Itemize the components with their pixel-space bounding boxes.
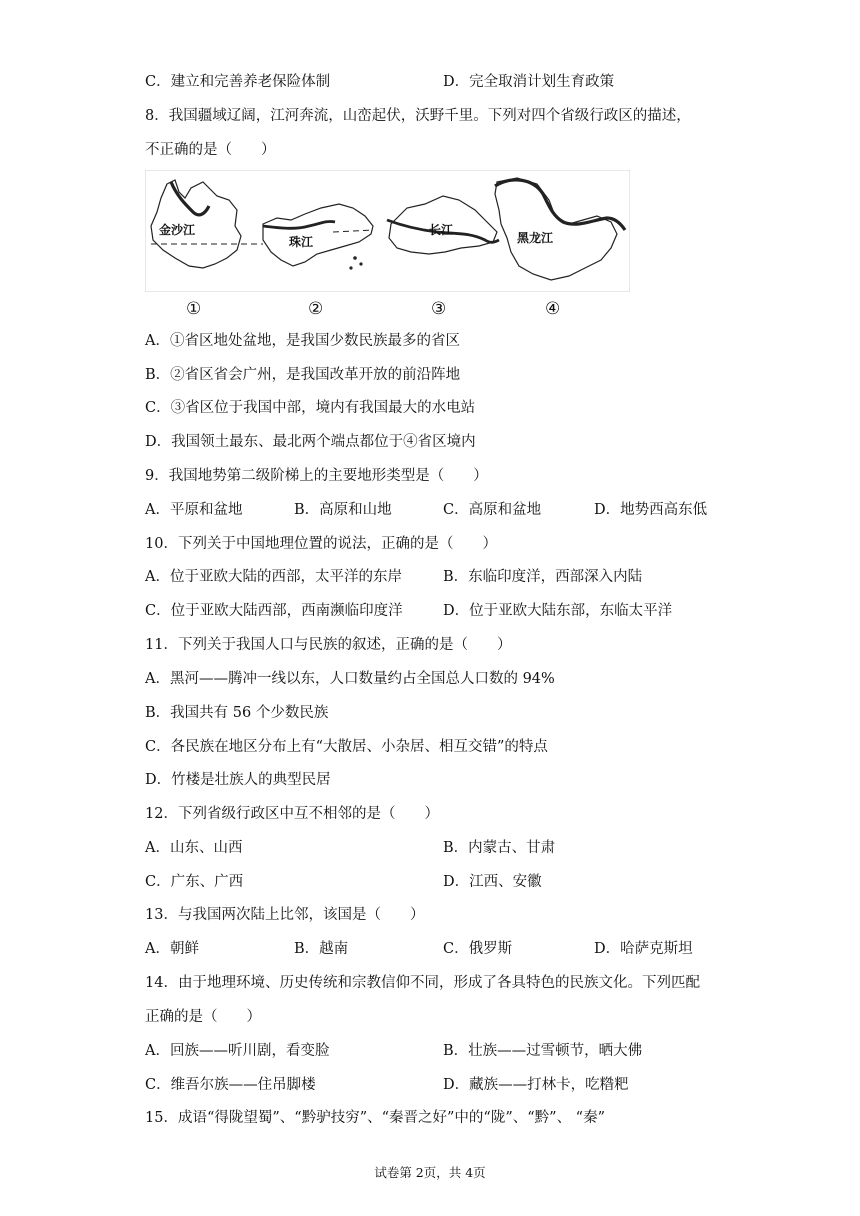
map-label-zhujiang: 珠江 (289, 235, 314, 249)
q13-option-c: C．俄罗斯 (443, 941, 513, 957)
q13-option-b: B．越南 (294, 941, 349, 957)
q8-option-b: B．②省区省会广州，是我国改革开放的前沿阵地 (145, 367, 461, 383)
q12-option-b: B．内蒙古、甘肃 (443, 840, 556, 856)
q8-stem-line1: 8．我国疆域辽阔，江河奔流，山峦起伏，沃野千里。下列对四个省级行政区的描述， (145, 108, 691, 124)
q11-option-a: A．黑河——腾冲一线以东，人口数量约占全国总人口数的 94% (145, 671, 555, 687)
q9-option-b: B．高原和山地 (294, 502, 392, 518)
q8-option-a: A．①省区地处盆地，是我国少数民族最多的省区 (145, 333, 460, 349)
q8-option-c: C．③省区位于我国中部，境内有我国最大的水电站 (145, 400, 476, 416)
q9-stem: 9．我国地势第二级阶梯上的主要地形类型是（ ） (145, 468, 488, 484)
q14-stem-line1: 14．由于地理环境、历史传统和宗教信仰不同，形成了各具特色的民族文化。下列匹配 (145, 975, 700, 991)
q8-stem-line2: 不正确的是（ ） (145, 142, 276, 158)
q10-stem: 10．下列关于中国地理位置的说法，正确的是（ ） (145, 536, 497, 552)
q10-option-c: C．位于亚欧大陆西部，西南濒临印度洋 (145, 603, 403, 619)
q12-option-d: D．江西、安徽 (443, 874, 542, 890)
map-label-jinshajiang: 金沙江 (159, 223, 196, 237)
map-label-heilongjiang: 黑龙江 (517, 231, 554, 245)
map-number-3: ③ (431, 299, 447, 319)
q13-stem: 13．与我国两次陆上比邻，该国是（ ） (145, 907, 425, 923)
q10-option-a: A．位于亚欧大陆的西部，太平洋的东岸 (145, 569, 402, 585)
province-maps-figure (145, 170, 630, 292)
q14-option-b: B．壮族——过雪顿节，晒大佛 (443, 1043, 643, 1059)
q14-option-d: D．藏族——打林卡，吃糌粑 (443, 1077, 629, 1093)
q8-option-d: D．我国领土最东、最北两个端点都位于④省区境内 (145, 434, 476, 450)
q13-option-d: D．哈萨克斯坦 (594, 941, 693, 957)
q9-option-c: C．高原和盆地 (443, 502, 542, 518)
q12-stem: 12．下列省级行政区中互不相邻的是（ ） (145, 806, 439, 822)
q9-option-a: A．平原和盆地 (145, 502, 243, 518)
q14-option-a: A．回族——听川剧，看变脸 (145, 1043, 330, 1059)
map-number-2: ② (308, 299, 324, 319)
map-number-4: ④ (545, 299, 561, 319)
q11-option-d: D．竹楼是壮族人的典型民居 (145, 772, 331, 788)
q10-option-d: D．位于亚欧大陆东部，东临太平洋 (443, 603, 673, 619)
map-label-changjiang: 长江 (429, 223, 454, 237)
q13-option-a: A．朝鲜 (145, 941, 199, 957)
q14-stem-line2: 正确的是（ ） (145, 1009, 261, 1025)
page-footer: 试卷第 2页，共 4页 (374, 1165, 486, 1180)
q11-option-c: C．各民族在地区分布上有“大散居、小杂居、相互交错”的特点 (145, 739, 548, 755)
q14-option-c: C．维吾尔族——住吊脚楼 (145, 1077, 316, 1093)
q10-option-b: B．东临印度洋，西部深入内陆 (443, 569, 643, 585)
q7-option-c: C．建立和完善养老保险体制 (145, 74, 331, 90)
q9-option-d: D．地势西高东低 (594, 502, 708, 518)
q12-option-a: A．山东、山西 (145, 840, 243, 856)
q11-stem: 11．下列关于我国人口与民族的叙述，正确的是（ ） (145, 637, 512, 653)
q15-stem-line1: 15．成语“得陇望蜀”、“黔驴技穷”、“秦晋之好”中的“陇”、“黔”、 “秦” (145, 1110, 606, 1126)
q7-option-d: D．完全取消计划生育政策 (443, 74, 615, 90)
map-number-1: ① (186, 299, 202, 319)
q11-option-b: B．我国共有 56 个少数民族 (145, 705, 329, 721)
q12-option-c: C．广东、广西 (145, 874, 244, 890)
